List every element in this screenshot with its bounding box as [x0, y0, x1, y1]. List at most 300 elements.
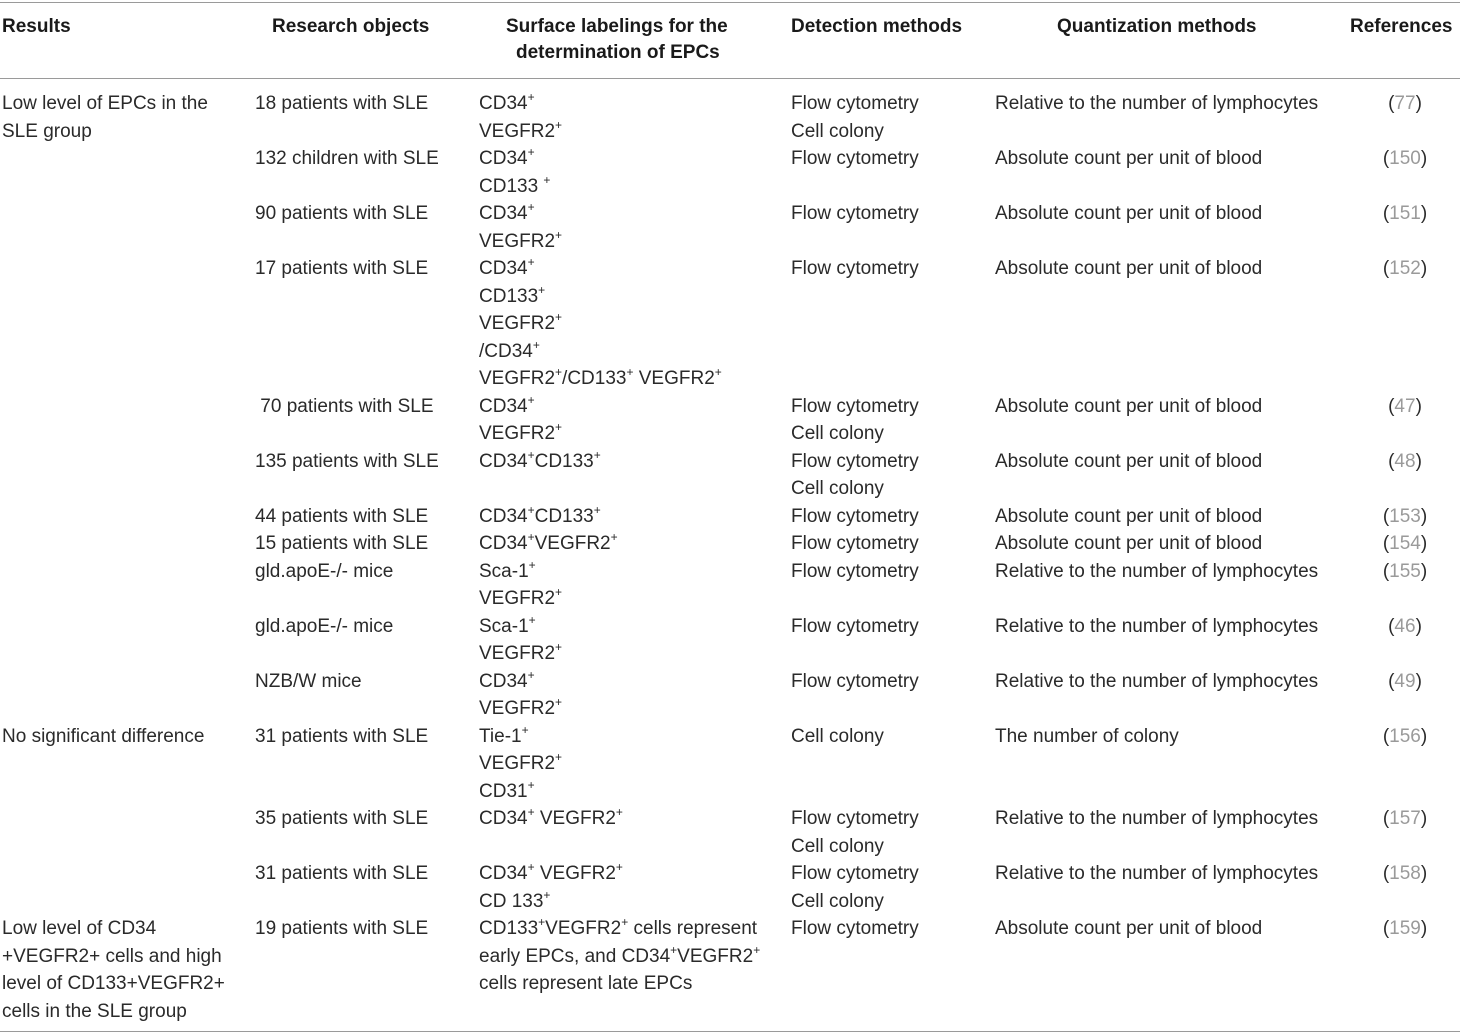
header-quantization-methods: Quantization methods — [1057, 16, 1257, 37]
surface-labeling-line — [479, 640, 779, 668]
marker-name: VEGFR2 — [479, 753, 556, 774]
marker-name: CD34 — [479, 395, 528, 417]
marker-name: CD34 — [479, 505, 528, 527]
marker-name: CD34 — [479, 808, 528, 829]
research-object-cell — [255, 530, 465, 558]
marker-superscript: + — [610, 530, 618, 544]
marker-name: VEGFR2 — [479, 423, 556, 444]
surface-labeling-cell — [479, 530, 779, 558]
marker-name: CD34 — [479, 533, 528, 554]
reference-cell — [1350, 200, 1460, 228]
research-object-text: 19 patients with SLE — [255, 918, 429, 939]
marker-name: VEGFR2 — [545, 918, 622, 939]
table-row — [0, 503, 1460, 531]
marker-superscript: + — [615, 805, 623, 819]
marker-superscript: + — [527, 777, 535, 792]
surface-labeling-line — [479, 970, 779, 998]
detection-method-line: Cell colony — [791, 478, 884, 499]
research-object-cell — [255, 805, 465, 833]
marker-name: CD31 — [479, 780, 528, 802]
detection-method-line: Flow cytometry — [791, 148, 919, 169]
surface-labeling-cell — [479, 723, 779, 806]
detection-method-line: Cell colony — [791, 890, 884, 912]
detection-method-line: Flow cytometry — [791, 505, 919, 527]
quantization-method-cell — [995, 530, 1345, 558]
marker-superscript: + — [593, 502, 601, 517]
marker-superscript: + — [621, 915, 629, 929]
marker-name: Tie-1 — [479, 725, 522, 747]
reference-text: (46) — [1388, 615, 1422, 637]
research-object-cell — [255, 448, 465, 476]
reference-link[interactable]: 49 — [1394, 670, 1416, 692]
research-object-text: 15 patients with SLE — [255, 533, 429, 554]
surface-labeling-line — [479, 90, 779, 118]
detection-method-line: Cell colony — [791, 835, 884, 857]
marker-superscript: + — [527, 90, 535, 104]
surface-labeling-line — [479, 365, 779, 393]
research-object-cell — [255, 723, 465, 751]
reference-cell — [1350, 558, 1460, 586]
reference-link[interactable]: 151 — [1389, 203, 1421, 224]
marker-name: VEGFR2 — [677, 945, 754, 967]
research-object-cell — [255, 393, 465, 421]
reference-cell — [1350, 393, 1460, 421]
reference-text: (159) — [1382, 918, 1428, 939]
quantization-method-text: The number of colony — [995, 725, 1179, 747]
surface-labeling-line — [479, 585, 779, 613]
quantization-method-text: Absolute count per unit of blood — [995, 918, 1263, 939]
research-object-text: 31 patients with SLE — [255, 725, 429, 747]
detection-method-line: Flow cytometry — [791, 258, 919, 279]
reference-link[interactable]: 157 — [1389, 808, 1421, 829]
research-object-text: gld.apoE-/- mice — [255, 615, 394, 637]
marker-name: Sca-1 — [479, 560, 529, 582]
marker-name: VEGFR2 — [534, 808, 616, 829]
quantization-method-text: Absolute count per unit of blood — [995, 258, 1263, 279]
table-row — [0, 448, 1460, 503]
surface-labeling-line — [479, 750, 779, 778]
marker-superscript: + — [521, 722, 529, 737]
quantization-method-cell — [995, 255, 1345, 283]
reference-text: (158) — [1382, 863, 1428, 884]
marker-name: CD133 — [479, 175, 544, 197]
detection-method-line: Flow cytometry — [791, 808, 919, 829]
reference-text: (153) — [1382, 505, 1428, 527]
table-row — [0, 393, 1460, 448]
table-row — [0, 805, 1460, 860]
marker-name: /CD34 — [479, 340, 533, 362]
marker-name: CD34 — [479, 258, 528, 279]
result-line: Low level of CD34 — [2, 918, 157, 939]
surface-labeling-line — [479, 338, 779, 366]
surface-labeling-line — [479, 448, 779, 476]
surface-labeling-line — [479, 145, 779, 173]
reference-link[interactable]: 152 — [1389, 258, 1421, 279]
marker-name: CD34 — [479, 93, 528, 114]
surface-labeling-line — [479, 420, 779, 448]
result-cell — [2, 90, 242, 145]
surface-labeling-cell — [479, 805, 779, 833]
reference-cell — [1350, 613, 1460, 641]
table-row — [0, 255, 1460, 393]
marker-name: Sca-1 — [479, 615, 529, 637]
table-row — [0, 145, 1460, 200]
detection-method-line: Flow cytometry — [791, 560, 919, 582]
marker-superscript: + — [593, 447, 601, 462]
quantization-method-cell — [995, 860, 1345, 888]
research-object-text: 70 patients with SLE — [255, 395, 434, 417]
marker-name: VEGFR2 — [479, 120, 556, 142]
reference-link[interactable]: 159 — [1389, 918, 1421, 939]
table-row — [0, 915, 1460, 1025]
table-row — [0, 90, 1460, 145]
quantization-method-cell — [995, 503, 1345, 531]
marker-superscript: + — [555, 310, 563, 324]
reference-link[interactable]: 154 — [1389, 533, 1421, 554]
header-surface-labelings — [506, 14, 728, 66]
surface-labeling-cell — [479, 145, 779, 200]
surface-labeling-cell — [479, 915, 779, 998]
marker-superscript: + — [527, 255, 535, 269]
reference-text: (49) — [1388, 670, 1422, 692]
marker-name: CD34 — [479, 203, 528, 224]
research-object-text: 90 patients with SLE — [255, 203, 429, 224]
reference-link[interactable]: 77 — [1394, 93, 1416, 114]
marker-name: /CD133 — [562, 368, 627, 389]
marker-superscript: + — [528, 612, 536, 627]
detection-method-cell — [791, 200, 981, 228]
reference-cell — [1350, 503, 1460, 531]
marker-superscript: + — [714, 365, 722, 379]
surface-labeling-cell — [479, 503, 779, 531]
quantization-method-cell — [995, 90, 1345, 118]
marker-name: CD34 — [479, 863, 528, 884]
header-rule — [0, 78, 1460, 79]
research-object-text: 18 patients with SLE — [255, 93, 429, 114]
result-line: No significant difference — [2, 725, 205, 747]
result-line: Low level of EPCs in the — [2, 93, 208, 114]
surface-labeling-line — [479, 860, 779, 888]
reference-text: (156) — [1382, 725, 1428, 747]
research-object-cell — [255, 503, 465, 531]
surface-labeling-line — [479, 943, 779, 971]
research-object-text: 132 children with SLE — [255, 148, 439, 169]
detection-method-cell — [791, 90, 981, 145]
marker-superscript: + — [670, 942, 678, 957]
result-line: cells in the SLE group — [2, 1000, 187, 1022]
table-row — [0, 530, 1460, 558]
research-object-cell — [255, 90, 465, 118]
reference-text: (48) — [1388, 450, 1422, 472]
marker-superscript: + — [555, 117, 563, 132]
reference-cell — [1350, 255, 1460, 283]
detection-method-cell — [791, 145, 981, 173]
surface-labeling-line — [479, 173, 779, 201]
table-row — [0, 558, 1460, 613]
marker-name: VEGFR2 — [479, 230, 556, 252]
marker-name: cells represent — [628, 918, 758, 939]
reference-cell — [1350, 805, 1460, 833]
detection-method-cell — [791, 613, 981, 641]
detection-method-line: Flow cytometry — [791, 533, 919, 554]
research-object-text: 44 patients with SLE — [255, 505, 429, 527]
header-surface-labelings-line: determination of EPCs — [516, 42, 720, 63]
marker-superscript: + — [527, 392, 535, 407]
marker-name: VEGFR2 — [479, 368, 556, 389]
reference-cell — [1350, 90, 1460, 118]
surface-labeling-line — [479, 668, 779, 696]
detection-method-cell — [791, 860, 981, 915]
research-object-cell — [255, 255, 465, 283]
research-object-cell — [255, 668, 465, 696]
marker-name: CD 133 — [479, 890, 544, 912]
reference-link[interactable]: 46 — [1394, 615, 1416, 637]
marker-name: cells represent late EPCs — [479, 973, 693, 994]
marker-name: CD34 — [479, 450, 528, 472]
research-object-cell — [255, 915, 465, 943]
marker-superscript: + — [527, 145, 535, 159]
surface-labeling-cell — [479, 200, 779, 255]
quantization-method-text: Relative to the number of lymphocytes — [995, 615, 1319, 637]
marker-superscript: + — [555, 750, 563, 764]
marker-name: CD34 — [479, 670, 528, 692]
surface-labeling-line — [479, 118, 779, 146]
reference-text: (150) — [1382, 148, 1428, 169]
quantization-method-cell — [995, 613, 1345, 641]
detection-method-line: Cell colony — [791, 725, 884, 747]
reference-cell — [1350, 860, 1460, 888]
marker-superscript: + — [538, 915, 546, 929]
marker-name: CD34 — [479, 148, 528, 169]
surface-labeling-line — [479, 228, 779, 256]
surface-labeling-line — [479, 283, 779, 311]
surface-labeling-line — [479, 888, 779, 916]
surface-labeling-cell — [479, 558, 779, 613]
header-results: Results — [2, 16, 71, 37]
marker-superscript: + — [555, 640, 563, 654]
reference-text: (154) — [1382, 533, 1428, 554]
marker-name: CD133 — [534, 450, 594, 472]
marker-superscript: + — [528, 557, 536, 572]
detection-method-cell — [791, 530, 981, 558]
reference-cell — [1350, 723, 1460, 751]
marker-superscript: + — [527, 447, 535, 462]
detection-method-cell — [791, 448, 981, 503]
detection-method-cell — [791, 255, 981, 283]
quantization-method-cell — [995, 805, 1345, 833]
quantization-method-cell — [995, 723, 1345, 751]
research-object-cell — [255, 558, 465, 586]
reference-text: (77) — [1388, 93, 1422, 114]
surface-labeling-line — [479, 723, 779, 751]
detection-method-line: Flow cytometry — [791, 93, 919, 114]
research-object-cell — [255, 613, 465, 641]
surface-labeling-line — [479, 915, 779, 943]
result-line: level of CD133+VEGFR2+ — [2, 973, 225, 994]
marker-superscript: + — [555, 227, 563, 242]
result-line: +VEGFR2+ cells and high — [2, 945, 222, 967]
quantization-method-text: Absolute count per unit of blood — [995, 203, 1263, 224]
marker-superscript: + — [555, 695, 563, 709]
header-references: References — [1350, 16, 1453, 37]
quantization-method-text: Absolute count per unit of blood — [995, 533, 1263, 554]
surface-labeling-cell — [479, 393, 779, 448]
marker-superscript: + — [615, 860, 623, 874]
marker-name: VEGFR2 — [633, 368, 715, 389]
detection-method-line: Cell colony — [791, 423, 884, 444]
surface-labeling-line — [479, 503, 779, 531]
detection-method-line: Flow cytometry — [791, 918, 919, 939]
detection-method-line: Cell colony — [791, 120, 884, 142]
marker-name: VEGFR2 — [479, 313, 556, 334]
reference-link[interactable]: 47 — [1394, 395, 1416, 417]
surface-labeling-cell — [479, 448, 779, 476]
marker-superscript: + — [543, 887, 551, 902]
marker-name: VEGFR2 — [534, 863, 616, 884]
marker-superscript: + — [538, 282, 546, 297]
table-row — [0, 860, 1460, 915]
surface-labeling-line — [479, 255, 779, 283]
detection-method-cell — [791, 558, 981, 586]
detection-method-line: Flow cytometry — [791, 863, 919, 884]
detection-method-cell — [791, 805, 981, 860]
research-object-text: 135 patients with SLE — [255, 450, 439, 472]
detection-method-line: Flow cytometry — [791, 450, 919, 472]
surface-labeling-cell — [479, 860, 779, 915]
reference-cell — [1350, 145, 1460, 173]
reference-cell — [1350, 668, 1460, 696]
reference-cell — [1350, 530, 1460, 558]
marker-name: VEGFR2 — [479, 588, 556, 609]
marker-name: CD133 — [479, 918, 539, 939]
marker-superscript: + — [626, 365, 634, 379]
reference-link[interactable]: 48 — [1394, 450, 1416, 472]
quantization-method-text: Absolute count per unit of blood — [995, 450, 1263, 472]
header-detection-methods: Detection methods — [791, 16, 963, 37]
marker-superscript: + — [527, 530, 535, 544]
surface-labeling-cell — [479, 613, 779, 668]
reference-cell — [1350, 915, 1460, 943]
header-research-objects: Research objects — [272, 16, 430, 37]
research-object-text: NZB/W mice — [255, 670, 362, 692]
quantization-method-cell — [995, 145, 1345, 173]
surface-labeling-cell — [479, 668, 779, 723]
detection-method-cell — [791, 393, 981, 448]
reference-link[interactable]: 156 — [1389, 725, 1421, 747]
surface-labeling-line — [479, 613, 779, 641]
surface-labeling-line — [479, 393, 779, 421]
surface-labeling-line — [479, 805, 779, 833]
research-object-cell — [255, 145, 465, 173]
marker-superscript: + — [532, 337, 540, 352]
quantization-method-text: Absolute count per unit of blood — [995, 395, 1263, 417]
table-row — [0, 723, 1460, 806]
marker-superscript: + — [555, 585, 563, 599]
quantization-method-text: Relative to the number of lymphocytes — [995, 808, 1319, 829]
reference-link[interactable]: 155 — [1389, 560, 1421, 582]
marker-name: VEGFR2 — [479, 698, 556, 719]
quantization-method-text: Absolute count per unit of blood — [995, 148, 1263, 169]
marker-name: VEGFR2 — [479, 643, 556, 664]
surface-labeling-line — [479, 778, 779, 806]
table-row — [0, 200, 1460, 255]
reference-text: (157) — [1382, 808, 1428, 829]
marker-superscript: + — [527, 667, 535, 682]
detection-method-cell — [791, 503, 981, 531]
quantization-method-cell — [995, 668, 1345, 696]
quantization-method-cell — [995, 915, 1345, 943]
table-row — [0, 613, 1460, 668]
marker-name: CD133 — [534, 505, 594, 527]
marker-name: early EPCs, and CD34 — [479, 945, 671, 967]
quantization-method-text: Relative to the number of lymphocytes — [995, 560, 1319, 582]
reference-text: (151) — [1382, 203, 1428, 224]
detection-method-line: Flow cytometry — [791, 670, 919, 692]
table-row — [0, 668, 1460, 723]
surface-labeling-line — [479, 530, 779, 558]
detection-method-cell — [791, 915, 981, 943]
surface-labeling-line — [479, 558, 779, 586]
result-line: SLE group — [2, 120, 92, 142]
marker-name: VEGFR2 — [534, 533, 611, 554]
marker-superscript: + — [527, 860, 535, 874]
marker-superscript: + — [527, 805, 535, 819]
detection-method-line: Flow cytometry — [791, 203, 919, 224]
marker-superscript: + — [543, 172, 551, 187]
quantization-method-text: Relative to the number of lymphocytes — [995, 670, 1319, 692]
reference-text: (152) — [1382, 258, 1428, 279]
reference-link[interactable]: 150 — [1389, 148, 1421, 169]
top-rule — [0, 2, 1460, 3]
marker-superscript: + — [555, 420, 563, 434]
marker-superscript: + — [527, 502, 535, 517]
header-surface-labelings-line: Surface labelings for the — [506, 16, 728, 37]
surface-labeling-line — [479, 695, 779, 723]
reference-link[interactable]: 158 — [1389, 863, 1421, 884]
research-object-text: 31 patients with SLE — [255, 863, 429, 884]
research-object-cell — [255, 860, 465, 888]
marker-name: CD133 — [479, 285, 539, 307]
result-cell — [2, 723, 242, 751]
detection-method-cell — [791, 668, 981, 696]
quantization-method-cell — [995, 558, 1345, 586]
detection-method-cell — [791, 723, 981, 751]
quantization-method-text: Absolute count per unit of blood — [995, 505, 1263, 527]
quantization-method-cell — [995, 448, 1345, 476]
reference-text: (155) — [1382, 560, 1428, 582]
surface-labeling-cell — [479, 90, 779, 145]
reference-text: (47) — [1388, 395, 1422, 417]
bottom-rule — [0, 1031, 1460, 1032]
research-object-cell — [255, 200, 465, 228]
surface-labeling-line — [479, 200, 779, 228]
marker-superscript: + — [527, 200, 535, 214]
research-object-text: 35 patients with SLE — [255, 808, 429, 829]
result-cell — [2, 915, 242, 1025]
surface-labeling-line — [479, 310, 779, 338]
reference-cell — [1350, 448, 1460, 476]
quantization-method-cell — [995, 200, 1345, 228]
quantization-method-text: Relative to the number of lymphocytes — [995, 863, 1319, 884]
detection-method-line: Flow cytometry — [791, 395, 919, 417]
research-object-text: 17 patients with SLE — [255, 258, 429, 279]
detection-method-line: Flow cytometry — [791, 615, 919, 637]
reference-link[interactable]: 153 — [1389, 505, 1421, 527]
marker-superscript: + — [555, 365, 563, 379]
research-object-text: gld.apoE-/- mice — [255, 560, 394, 582]
quantization-method-text: Relative to the number of lymphocytes — [995, 93, 1319, 114]
quantization-method-cell — [995, 393, 1345, 421]
